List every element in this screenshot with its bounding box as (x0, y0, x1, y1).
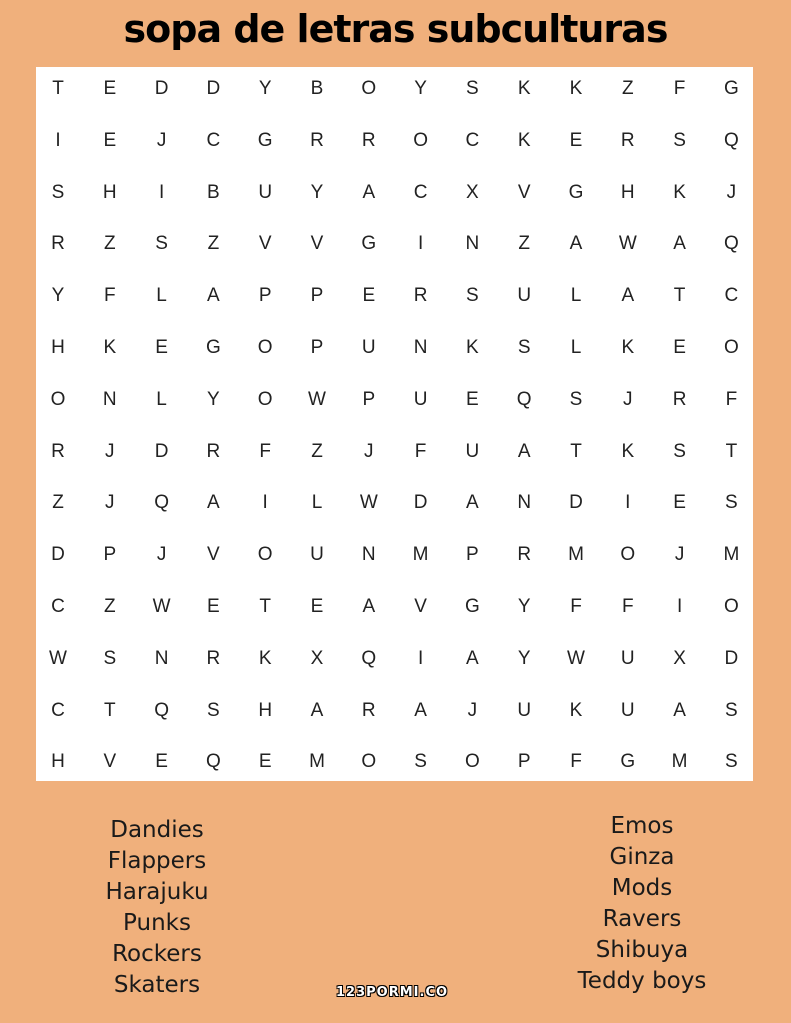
grid-letter: S (725, 751, 738, 773)
grid-letter: X (310, 647, 324, 669)
grid-letter: Y (51, 285, 65, 307)
grid-letter: R (672, 388, 687, 410)
grid-letter: F (673, 78, 686, 99)
grid-letter: Y (310, 181, 324, 203)
grid-letter: K (673, 181, 686, 203)
grid-letter: B (207, 181, 220, 203)
grid-letter: G (257, 129, 273, 151)
grid-letter: R (206, 647, 221, 669)
grid-letter: Z (103, 233, 116, 255)
grid-letter: Q (724, 129, 739, 151)
grid-letter: K (569, 699, 583, 721)
grid-letter: C (413, 181, 428, 203)
grid-letter: G (361, 233, 377, 255)
word-list-item: Teddy boys (577, 968, 707, 994)
grid-letter: H (51, 751, 65, 773)
grid-letter: Q (154, 492, 169, 514)
grid-letter: Y (258, 78, 272, 99)
grid-letter: M (309, 751, 325, 773)
word-list-item: Shibuya (595, 937, 689, 963)
grid-letter: J (364, 440, 374, 462)
grid-letter: L (156, 285, 167, 307)
word-list-right (522, 811, 762, 997)
grid-letter: J (105, 492, 115, 514)
grid-letter: A (207, 285, 220, 307)
grid-letter: L (156, 388, 167, 410)
grid-letter: D (206, 78, 221, 99)
grid-letter: O (413, 129, 428, 151)
grid-letter: V (258, 233, 272, 255)
grid-letter: K (517, 129, 531, 151)
grid-letter: I (676, 596, 683, 617)
grid-letter: Q (361, 647, 377, 669)
word-list-item: Emos (610, 813, 674, 839)
grid-letter: F (725, 388, 738, 410)
grid-letter: Z (621, 78, 634, 99)
grid-letter: S (673, 440, 686, 462)
grid-letter: P (258, 285, 272, 307)
grid-letter: S (517, 337, 531, 358)
grid-letter: A (207, 492, 220, 514)
grid-letter: I (262, 492, 268, 514)
grid-letter: T (259, 596, 271, 617)
grid-letter: F (621, 596, 634, 617)
grid-letter: Q (516, 388, 532, 410)
grid-letter: C (724, 285, 739, 307)
grid-letter: X (673, 647, 686, 669)
grid-letter: R (310, 129, 324, 151)
grid-letter: F (259, 440, 271, 462)
page-title: sopa de letras subculturas (123, 7, 668, 51)
grid-letter: E (103, 129, 117, 151)
grid-letter: U (310, 544, 324, 566)
grid-letter: K (258, 647, 272, 669)
grid-letter: R (206, 440, 221, 462)
grid-letter: W (359, 492, 378, 514)
grid-letter: R (361, 129, 376, 151)
grid-letter: F (103, 285, 116, 307)
grid-letter: E (673, 337, 686, 358)
grid-letter: M (412, 544, 429, 566)
grid-letter: S (569, 388, 583, 410)
grid-letter: R (51, 440, 65, 462)
grid-letter: X (466, 181, 479, 203)
grid-letter: P (517, 751, 531, 773)
grid-letter: I (417, 647, 424, 669)
grid-letter: O (724, 337, 739, 358)
grid-letter: Z (311, 440, 323, 462)
grid-letter: A (569, 233, 583, 255)
grid-letter: O (361, 78, 377, 99)
grid-letter: N (154, 647, 169, 669)
grid-letter: U (361, 337, 376, 358)
grid-letter: K (569, 78, 583, 99)
grid-letter: U (465, 440, 480, 462)
word-list-item: Ravers (602, 906, 682, 932)
grid-letter: D (154, 440, 169, 462)
grid-letter: T (725, 440, 738, 462)
grid-letter: E (569, 129, 583, 151)
grid-letter: Y (207, 388, 220, 410)
letter-grid (36, 67, 753, 781)
grid-letter: H (51, 337, 65, 358)
grid-letter: A (414, 699, 427, 721)
grid-letter: J (105, 440, 115, 462)
grid-letter: Y (414, 78, 427, 99)
grid-letter: A (673, 233, 686, 255)
grid-letter: E (155, 337, 168, 358)
grid-letter: C (465, 129, 480, 151)
word-list-item: Punks (123, 910, 191, 936)
grid-letter: L (570, 337, 582, 358)
grid-letter: E (207, 596, 220, 617)
grid-letter: U (258, 181, 273, 203)
grid-letter: U (620, 699, 635, 721)
grid-letter: J (674, 544, 685, 566)
grid-letter: I (55, 129, 61, 151)
grid-letter: A (517, 440, 531, 462)
word-list-item: Mods (611, 875, 673, 901)
grid-letter: E (103, 78, 117, 99)
grid-letter: S (466, 285, 479, 307)
grid-letter: F (570, 596, 582, 617)
grid-letter: R (413, 285, 428, 307)
grid-letter: D (413, 492, 428, 514)
grid-letter: E (310, 596, 324, 617)
grid-letter: J (726, 181, 737, 203)
grid-letter: V (517, 181, 531, 203)
grid-letter: S (414, 751, 427, 773)
grid-letter: Q (154, 699, 169, 721)
grid-letter: J (623, 388, 633, 410)
grid-letter: E (155, 751, 168, 773)
grid-letter: P (103, 544, 117, 566)
grid-letter: N (361, 544, 376, 566)
grid-letter: U (517, 699, 532, 721)
grid-letter: D (51, 544, 65, 566)
word-list-item: Rockers (112, 941, 202, 967)
grid-letter: M (568, 544, 584, 566)
grid-letter: B (310, 78, 324, 99)
word-list-item: Flappers (107, 848, 207, 874)
grid-letter: R (51, 233, 65, 255)
word-list-left (37, 815, 277, 1001)
grid-letter: S (51, 181, 65, 203)
grid-letter: O (50, 388, 66, 410)
grid-letter: Z (207, 233, 220, 255)
grid-letter: N (465, 233, 480, 255)
grid-letter: T (673, 285, 686, 307)
grid-letter: V (310, 233, 324, 255)
grid-letter: V (414, 596, 427, 617)
grid-letter: C (51, 699, 65, 721)
grid-letter: S (466, 78, 479, 99)
grid-letter: V (207, 544, 220, 566)
grid-letter: O (257, 388, 273, 410)
grid-letter: S (103, 647, 117, 669)
grid-letter: H (258, 699, 273, 721)
grid-letter: D (569, 492, 583, 514)
grid-letter: O (620, 544, 636, 566)
grid-letter: N (517, 492, 532, 514)
grid-letter: H (102, 181, 117, 203)
grid-letter: A (362, 596, 376, 617)
grid-letter: Q (206, 751, 221, 773)
grid-letter: K (466, 337, 479, 358)
grid-letter: T (103, 699, 116, 721)
grid-letter: P (310, 337, 324, 358)
grid-letter: A (466, 647, 479, 669)
grid-letter: L (311, 492, 323, 514)
word-list-item: Harajuku (105, 879, 209, 905)
grid-letter: P (362, 388, 376, 410)
grid-letter: A (621, 285, 635, 307)
grid-letter: C (51, 596, 65, 617)
word-list-item: Ginza (609, 844, 675, 870)
grid-letter: C (206, 129, 221, 151)
grid-letter: A (310, 699, 324, 721)
grid-letter: O (361, 751, 377, 773)
grid-letter: Z (518, 233, 530, 255)
credit-watermark: 123PORMI.CO (336, 985, 449, 1000)
grid-letter: R (620, 129, 635, 151)
grid-letter: I (625, 492, 631, 514)
grid-letter: Q (724, 233, 739, 255)
grid-letter: W (49, 647, 67, 669)
grid-letter: D (154, 78, 169, 99)
grid-letter: A (466, 492, 479, 514)
grid-letter: G (620, 751, 636, 773)
grid-letter: I (158, 181, 165, 203)
grid-letter: H (620, 181, 635, 203)
grid-letter: U (620, 647, 635, 669)
grid-letter: A (673, 699, 686, 721)
grid-letter: J (156, 544, 167, 566)
grid-letter: I (417, 233, 424, 255)
grid-letter: O (724, 596, 739, 617)
grid-letter: S (725, 492, 738, 514)
grid-letter: S (725, 699, 738, 721)
grid-letter: G (568, 181, 584, 203)
grid-letter: R (517, 544, 532, 566)
grid-letter: F (570, 751, 582, 773)
grid-letter: D (724, 647, 739, 669)
grid-letter: Z (52, 492, 64, 514)
grid-letter: K (621, 337, 635, 358)
grid-letter: W (152, 596, 171, 617)
grid-letter: S (207, 699, 220, 721)
grid-letter: W (567, 647, 585, 669)
word-list-item: Dandies (110, 817, 204, 843)
grid-letter: W (308, 388, 326, 410)
grid-letter: J (467, 699, 478, 721)
grid-letter: E (673, 492, 686, 514)
grid-letter: Y (517, 596, 531, 617)
grid-letter: K (103, 337, 117, 358)
grid-letter: P (466, 544, 479, 566)
grid-letter: Z (103, 596, 116, 617)
grid-letter: E (258, 751, 272, 773)
grid-letter: E (466, 388, 479, 410)
grid-letter: S (673, 129, 686, 151)
grid-letter: W (618, 233, 637, 255)
grid-letter: Y (517, 647, 531, 669)
grid-letter: S (155, 233, 168, 255)
grid-letter: O (257, 337, 273, 358)
grid-letter: G (724, 78, 739, 99)
grid-letter: G (465, 596, 480, 617)
word-list-item: Skaters (113, 972, 201, 998)
grid-letter: U (517, 285, 532, 307)
grid-letter: K (517, 78, 531, 99)
grid-letter: R (361, 699, 376, 721)
grid-letter: K (621, 440, 635, 462)
grid-letter: N (102, 388, 117, 410)
grid-letter: G (206, 337, 221, 358)
grid-letter: O (465, 751, 480, 773)
grid-letter: M (723, 544, 740, 566)
grid-letter: V (103, 751, 117, 773)
grid-letter: A (362, 181, 376, 203)
grid-letter: P (310, 285, 324, 307)
grid-letter: O (257, 544, 273, 566)
grid-letter: M (671, 751, 688, 773)
grid-letter: L (570, 285, 582, 307)
grid-letter: T (52, 78, 64, 99)
grid-letter: E (362, 285, 376, 307)
grid-letter: F (414, 440, 427, 462)
grid-letter: T (570, 440, 582, 462)
grid-letter: J (156, 129, 167, 151)
grid-letter: N (413, 337, 428, 358)
grid-letter: U (413, 388, 428, 410)
